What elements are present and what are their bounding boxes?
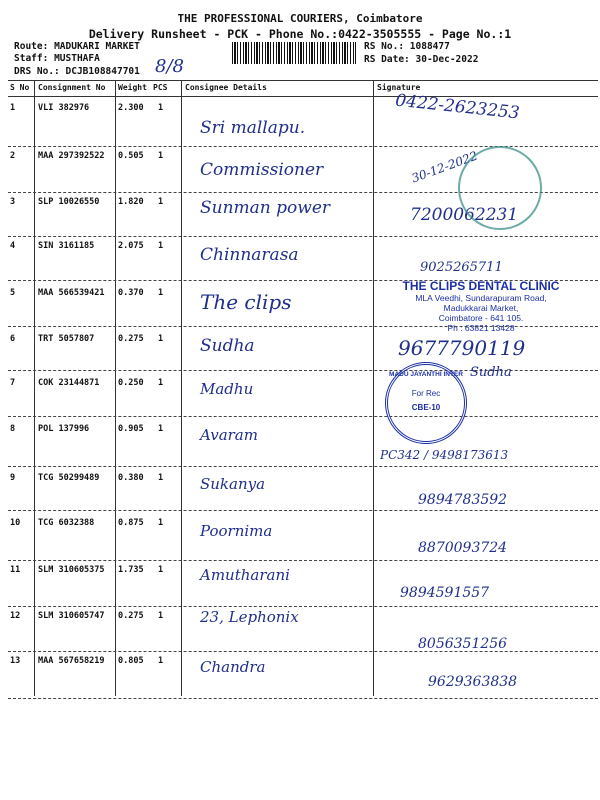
rs-date-line (364, 54, 478, 65)
row-consignment: MAA 297392522 (38, 151, 105, 161)
row-consignee: Chandra (200, 658, 266, 676)
row-consignee: Avaram (200, 426, 258, 444)
row-pcs: 1 (158, 611, 164, 621)
row-signature: 9025265711 (420, 260, 503, 275)
clinic-phone: Ph : 63821 13428 (447, 323, 515, 333)
row-weight: 0.275 (118, 611, 144, 621)
clinic-name: THE CLIPS DENTAL CLINIC (402, 279, 560, 293)
row-consignee: Sunman power (200, 198, 331, 218)
row-weight: 0.275 (118, 334, 144, 344)
row-consignment: SLP 10026550 (38, 197, 100, 207)
row-weight: 1.735 (118, 565, 144, 575)
row-pcs: 1 (158, 288, 164, 298)
row-consignment: MAA 566539421 (38, 288, 105, 298)
row-sno: 9 (10, 473, 16, 483)
row-pcs: 1 (158, 334, 164, 344)
company-title: THE PROFESSIONAL COURIERS, Coimbatore (177, 12, 423, 25)
row-pcs: 1 (158, 378, 164, 388)
col-weight: Weight (118, 83, 147, 92)
row-sno: 8 (10, 424, 16, 434)
col-consignment: Consignment No (38, 83, 106, 92)
row-pcs: 1 (158, 103, 164, 113)
row-signature: PC342 / 9498173613 (380, 448, 509, 462)
row-divider (8, 606, 598, 607)
row-weight: 0.370 (118, 288, 144, 298)
row-pcs: 1 (158, 424, 164, 434)
row-signature: 8870093724 (418, 540, 508, 556)
barcode (232, 42, 356, 64)
row-signature: 9894783592 (418, 492, 508, 508)
row-consignment: VLI 382976 (38, 103, 90, 113)
table-top-border (8, 80, 598, 81)
row-signature: 8056351256 (418, 636, 508, 652)
row-sno: 3 (10, 197, 16, 207)
row-pcs: 1 (158, 473, 164, 483)
row-consignee: The clips (200, 290, 292, 314)
row-consignee: Commissioner (200, 160, 324, 180)
row-sno: 5 (10, 288, 16, 298)
rs-no-line (364, 41, 450, 52)
drs-value: DCJB108847701 (65, 66, 140, 77)
row-consignment: SLM 310605747 (38, 611, 105, 621)
route-line (14, 41, 140, 52)
column-divider (181, 80, 182, 696)
row-weight: 0.805 (118, 656, 144, 666)
row-pcs: 1 (158, 565, 164, 575)
row-signature: Sudha (470, 365, 512, 380)
staff-value: MUSTHAFA (54, 53, 100, 64)
seal-inner-1: For Rec (411, 389, 441, 398)
rs-date-value: 30-Dec-2022 (415, 54, 479, 65)
table-header-border (8, 96, 598, 97)
clinic-address-1: MLA Veedhi, Sundarapuram Road, (415, 293, 547, 303)
row-consignment: TCG 6032388 (38, 518, 95, 528)
seal-ring-text: MADU JAYANTHI INTER (389, 371, 463, 378)
row-consignee: 23, Lephonix (200, 608, 299, 626)
row-sno: 6 (10, 334, 16, 344)
row-divider (8, 560, 598, 561)
row-pcs: 1 (158, 518, 164, 528)
row-weight: 0.380 (118, 473, 144, 483)
row-sno: 1 (10, 103, 16, 113)
row-pcs: 1 (158, 656, 164, 666)
clinic-stamp (381, 280, 581, 333)
row-divider (8, 510, 598, 511)
rs-date-label: RS Date: (364, 54, 410, 65)
row-consignee: Sukanya (200, 475, 266, 493)
drs-line (14, 66, 140, 77)
col-pcs: PCS (153, 83, 168, 92)
row-sno: 11 (10, 565, 21, 575)
stamp-circle-teal (458, 146, 542, 230)
seal-inner-2: CBE-10 (411, 403, 441, 412)
column-divider (115, 80, 116, 696)
clinic-address-2: Madukkarai Market, (443, 303, 519, 313)
staff-line (14, 53, 100, 64)
row-weight: 2.300 (118, 103, 144, 113)
rs-no-label: RS No.: (364, 41, 405, 52)
row-pcs: 1 (158, 197, 164, 207)
row-signature: 7200062231 (410, 205, 519, 225)
row-sno: 2 (10, 151, 16, 161)
row-weight: 2.075 (118, 241, 144, 251)
rs-no-value: 1088477 (409, 41, 450, 52)
row-signature: 30-12-2022 (409, 148, 480, 186)
row-sno: 12 (10, 611, 21, 621)
row-divider (8, 466, 598, 467)
row-signature: 0422-2623253 (394, 90, 521, 124)
row-divider (8, 416, 598, 417)
row-sno: 7 (10, 378, 16, 388)
row-sno: 10 (10, 518, 21, 528)
handwritten-count: 8/8 (155, 56, 184, 77)
row-consignment: MAA 567658219 (38, 656, 105, 666)
row-sno: 4 (10, 241, 16, 251)
drs-label: DRS No.: (14, 66, 60, 77)
runsheet-subtitle: Delivery Runsheet - PCK - Phone No.:0422-3505555 - Page No.:1 (88, 27, 512, 41)
row-consignee: Sri mallapu. (200, 118, 306, 138)
row-divider (8, 698, 598, 699)
column-divider (373, 80, 374, 696)
row-weight: 0.905 (118, 424, 144, 434)
column-divider (34, 80, 35, 696)
row-consignee: Poornima (200, 522, 273, 540)
row-divider (8, 236, 598, 237)
row-consignment: SIN 3161185 (38, 241, 95, 251)
row-weight: 0.875 (118, 518, 144, 528)
row-pcs: 1 (158, 241, 164, 251)
route-label: Route: (14, 41, 49, 52)
row-signature: 9894591557 (400, 585, 490, 601)
row-consignee: Chinnarasa (200, 245, 299, 265)
row-signature: 9629363838 (428, 674, 518, 690)
clinic-address-3: Coimbatore - 641 105. (438, 313, 524, 323)
row-consignment: SLM 310605375 (38, 565, 105, 575)
staff-label: Staff: (14, 53, 49, 64)
row-consignment: COK 23144871 (38, 378, 100, 388)
row-weight: 1.820 (118, 197, 144, 207)
row-weight: 0.505 (118, 151, 144, 161)
row-weight: 0.250 (118, 378, 144, 388)
col-signature: Signature (377, 83, 421, 92)
seal-stamp (385, 362, 467, 444)
row-consignee: Madhu (200, 380, 254, 398)
row-consignment: TRT 5057807 (38, 334, 95, 344)
col-sno: S No (10, 83, 30, 92)
row-consignee: Amutharani (200, 566, 290, 584)
row-signature: 9677790119 (398, 336, 526, 360)
row-sno: 13 (10, 656, 21, 666)
row-consignee: Sudha (200, 336, 255, 356)
row-consignment: POL 137996 (38, 424, 90, 434)
row-consignment: TCG 50299489 (38, 473, 100, 483)
row-divider (8, 651, 598, 652)
route-value: MADUKARI MARKET (54, 41, 140, 52)
col-consignee: Consignee Details (185, 83, 267, 92)
row-pcs: 1 (158, 151, 164, 161)
